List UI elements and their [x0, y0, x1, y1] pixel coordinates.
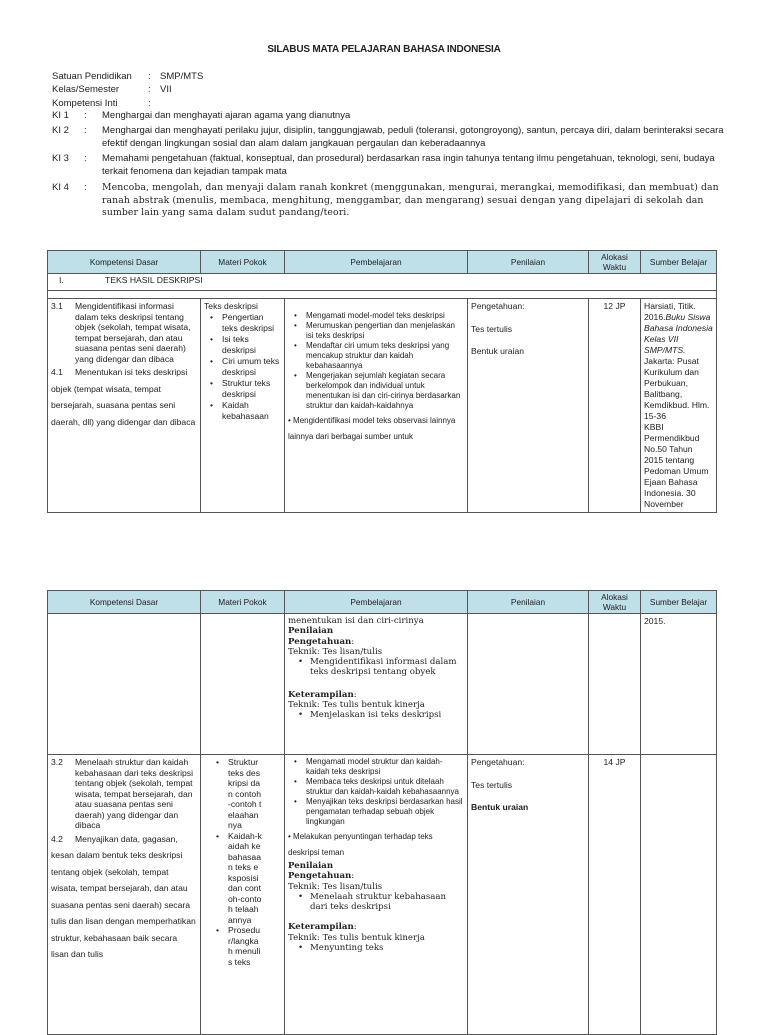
list-item: • Ciri umum teks deskripsi [216, 356, 281, 378]
kompetensi-label: Kompetensi Inti [52, 98, 118, 109]
pembelajaran-cell: menentukan isi dan ciri-cirinya Penilaian Pengetahuan: Teknik: Tes lisan/tulis • Mengidentifikasi informasi dalam teks deskripsi tentang obyek Keterampilan: Teknik: Tes tulis bentuk kinerja • Menjelaskan isi teks deskripsi [285, 614, 468, 755]
section-title: TEKS HASIL DESKRIPSI [105, 275, 203, 285]
kelas-value: VII [160, 84, 172, 95]
header-materi: Materi Pokok [201, 251, 285, 274]
sumber-cell: Harsiati, Titik. 2016.Buku Siswa Bahasa Indonesia Kelas VII SMP/MTS. Jakarta: Pusat Kurikulum dan Perbukuan, Balitbang, Kemdikbud. Hlm. 15-36 KBBI Permendikbud No.50 Tahun 2015 tentang Pedoman Umum Ejaan Bahasa Indonesia. 30 November [641, 299, 717, 513]
header-alokasi: Alokasi Waktu [589, 251, 641, 274]
satuan-label: Satuan Pendidikan [52, 71, 132, 82]
list-item: • Merumuskan pengertian dan menjelaskan isi teks deskripsi [300, 321, 464, 341]
pembelajaran-cell: • Mengamati model-model teks deskripsi • Merumuskan pengertian dan menjelaskan isi teks deskripsi • Mendaftar ciri umum teks deskripsi yang mencakup struktur dan kaidah kebahasaannya • Mengerjakan sejumlah kegiatan secara berkelompok dan individual untuk menentukan isi dan ciri-cirinya berdasarkan struktur dan kaidah-kaidahnya • Mengidentifikasi model teks observasi lainnya lainnya dari berbagai sumber untuk [285, 299, 468, 513]
alokasi-cell: 14 JP [589, 755, 641, 1035]
ki-1: KI 1 : Menghargai dan menghayati ajaran agama yang dianutnya [52, 110, 351, 121]
materi-cell: Teks deskripsi • Pengertian teks deskripsi • Isi teks deskripsi • Ciri umum teks deskripsi • Struktur teks deskripsi • Kaidah kebahasaan [201, 299, 285, 513]
section-row [48, 274, 717, 291]
list-item: • Prosedur/langkah menulis teks [222, 925, 262, 967]
list-item: • Mendaftar ciri umum teks deskripsi yang mencakup struktur dan kaidah kebahasaannya [300, 341, 464, 371]
header-kd: Kompetensi Dasar [48, 251, 201, 274]
table-row [48, 299, 717, 513]
list-item: • Pengertian teks deskripsi [216, 312, 281, 334]
ki-4: KI 4 : Mencoba, mengolah, dan menyaji dalam ranah konkret (menggunakan, mengurai, merangkai, memodifikasi, dan membuat) dan ranah abstrak (menulis, membaca, menghitung, menggambar, dan mengarang) sesuai dengan yang dipelajari di sekolah dan sumber lain yang sama dalam sudut pandang/teori. [52, 182, 719, 218]
kd-cell: 3.2 Menelaah struktur dan kaidah kebahasaan dari teks deskripsi tentang objek (sekolah, tempat wisata, tempat bersejarah, dan atau suasana pentas seni daerah) yang didengar dan dibaca 4.2 Menyajikan data, gagasan, kesan dalam bentuk teks deskripsi tentang objek (sekolah, tempat wisata, tempat bersejarah, dan atau suasana pentas seni daerah) secara tulis dan lisan dengan memperhatikan struktur, kebahasaan baik secara lisan dan tulis [48, 755, 201, 1035]
list-item: • Mengamati model-model teks deskripsi [300, 311, 464, 321]
table-row [48, 755, 717, 1035]
materi-list [204, 312, 281, 422]
satuan-row: Satuan Pendidikan : SMP/MTS [52, 71, 204, 82]
kd-cell: 3.1 Mengidentifikasi informasi dalam teks deskripsi tentang objek (sekolah, tempat wisata, tempat bersejarah, dan atau suasana pentas seni daerah) yang didengar dan dibaca 4.1 Menentukan isi teks deskripsi objek (tempat wisata, tempat bersejarah, suasana pentas seni daerah, dll) yang didengar dan dibaca [48, 299, 201, 513]
header-sumber: Sumber Belajar [641, 251, 717, 274]
section-number: I. [59, 275, 64, 285]
list-item: • Mengerjakan sejumlah kegiatan secara berkelompok dan individual untuk menentukan isi dan ciri-cirinya berdasarkan struktur dan kaidah-kaidahnya [300, 371, 464, 411]
list-item: • Mengamati model struktur dan kaidah-kaidah teks deskripsi [300, 757, 464, 777]
materi-cell [201, 755, 285, 1035]
kelas-label: Kelas/Semester [52, 84, 120, 95]
pembelajaran-cell: • Mengamati model struktur dan kaidah-kaidah teks deskripsi • Membaca teks deskripsi untuk ditelaah struktur dan kaidah-kaidah kebahasaannya • Menyajikan teks deskripsi berdasarkan hasil pengamatan terhadap sebuah objek lingkungan • Melakukan penyuntingan terhadap teks deskripsi teman Penilaian Pengetahuan: Teknik: Tes lisan/tulis • Menelaah struktur kebahasaan dari teks deskripsi Keterampilan: Teknik: Tes tulis bentuk kinerja • Menyunting teks [285, 755, 468, 1035]
table-header: Kompetensi Dasar Materi Pokok Pembelajaran Penilaian Alokasi Waktu Sumber Belajar [48, 591, 717, 614]
list-item: • Isi teks deskripsi [216, 334, 281, 356]
ki-2: KI 2 : Menghargai dan menghayati perilaku jujur, disiplin, tanggungjawab, peduli (toleransi, gotongroyong), santun, percaya diri, dalam berinteraksi secara efektif dengan lingkungan sosial dan alam dalam jangkauan pergaulan dan keberadaannya [52, 125, 724, 149]
list-item: • Kaidah-kaidah kebahasaan teks eksposisi dan contoh-contoh telaahannya [222, 831, 262, 926]
satuan-value: SMP/MTS [160, 71, 204, 82]
header-penilaian: Penilaian [468, 251, 589, 274]
kelas-row: Kelas/Semester : VII [52, 84, 172, 95]
penilaian-cell: Pengetahuan: Tes tertulis Bentuk uraian [468, 755, 589, 1035]
penilaian-cell: Pengetahuan: Tes tertulis Bentuk uraian [468, 299, 589, 513]
sumber-cell: 2015. [641, 614, 717, 755]
kompetensi-row: Kompetensi Inti : [52, 98, 151, 109]
list-item: • Membaca teks deskripsi untuk ditelaah struktur dan kaidah-kaidah kebahasaannya [300, 777, 464, 797]
list-item: • Struktur teks deskripsi [216, 378, 281, 400]
materi-list [204, 757, 262, 967]
pembelajaran-list [288, 311, 464, 411]
list-item: • Kaidah kebahasaan [216, 400, 281, 422]
syllabus-table-2 [47, 590, 717, 1035]
ki-3: KI 3 : Memahami pengetahuan (faktual, konseptual, dan prosedural) berdasarkan rasa ingin tahunya tentang ilmu pengetahuan, teknologi, seni, budaya terkait fenomena dan kejadian tampak mata [52, 153, 715, 177]
pembelajaran-list [288, 757, 464, 827]
document-title: SILABUS MATA PELAJARAN BAHASA INDONESIA [267, 44, 501, 55]
table-row [48, 614, 717, 755]
list-item: • Menyajikan teks deskripsi berdasarkan hasil pengamatan terhadap sebuah objek lingkungan [300, 797, 464, 827]
alokasi-cell: 12 JP [589, 299, 641, 513]
table-header [48, 251, 717, 274]
header-pembelajaran: Pembelajaran [285, 251, 468, 274]
list-item: • Struktur teks deskripsi dan contoh-contoh telaahannya [222, 757, 262, 831]
syllabus-table-1 [47, 250, 717, 513]
